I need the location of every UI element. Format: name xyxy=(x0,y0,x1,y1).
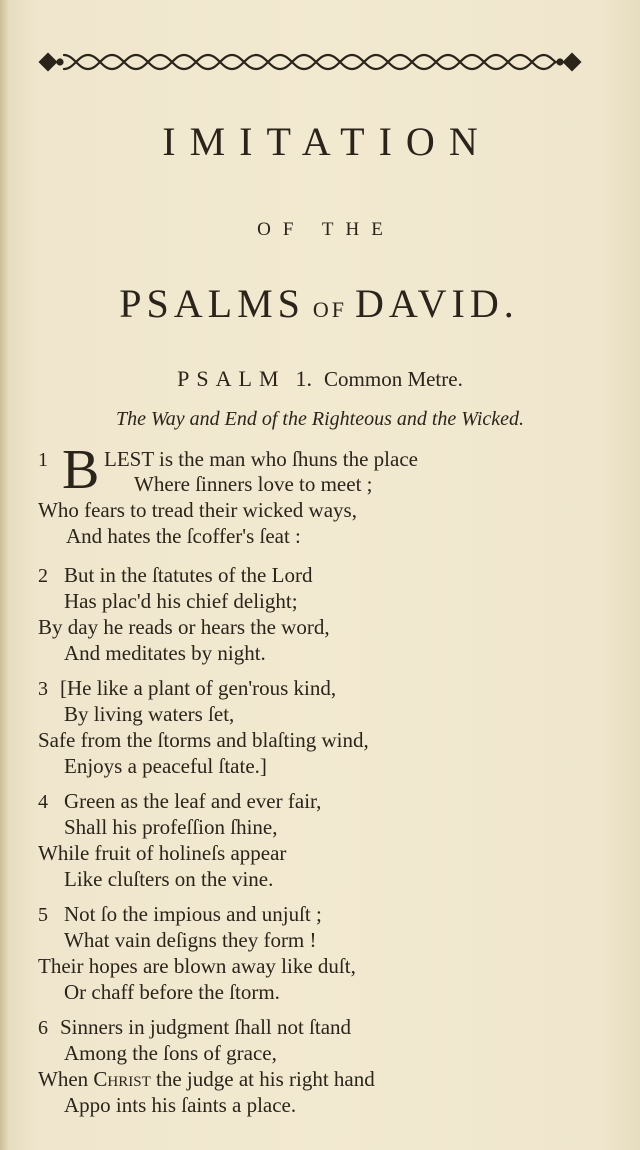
psalm-subtitle: The Way and End of the Righteous and the Wicked. xyxy=(115,408,525,430)
title-of-the: OF THE xyxy=(257,219,395,240)
title-of: OF xyxy=(312,297,348,322)
verse-line-3-4: Enjoys a peaceful ſtate.] xyxy=(64,754,267,778)
psalm-heading xyxy=(0,366,640,392)
verse-line-1-1: LEST is the man who ſhuns the place xyxy=(104,447,418,471)
verse-line-2-3: By day he reads or hears the word, xyxy=(38,615,330,639)
verse-line-4-2: Shall his profeſſion ſhine, xyxy=(64,815,278,839)
stanza-number-6: 6 xyxy=(38,1017,48,1039)
title-psalms-of-david xyxy=(38,280,600,327)
verse-line-6-3-rest: the judge at his right hand xyxy=(156,1067,375,1091)
verse-line-2-1: But in the ſtatutes of the Lord xyxy=(64,563,313,587)
psalm-number: 1. xyxy=(295,366,313,391)
verse-line-6-2: Among the ſons of grace, xyxy=(64,1041,277,1065)
verse-line-3-3: Safe from the ſtorms and blaſting wind, xyxy=(38,728,369,752)
page-edge xyxy=(0,0,8,1150)
stanza-number-4: 4 xyxy=(38,791,48,813)
verse-line-1-4: And hates the ſcoffer's ſeat : xyxy=(66,524,301,548)
verse-line-2-2: Has plac'd his chief delight; xyxy=(64,589,298,613)
title-david: DAVID. xyxy=(355,281,519,326)
verse-line-4-4: Like cluſters on the vine. xyxy=(64,867,274,891)
stanza-number-1: 1 xyxy=(38,449,48,471)
verse-line-4-3: While fruit of holineſs appear xyxy=(38,841,287,865)
verse-line-5-2: What vain deſigns they form ! xyxy=(64,928,317,952)
verse-line-3-1: [He like a plant of gen'rous kind, xyxy=(60,676,337,700)
title-imitation: IMITATION xyxy=(162,119,492,164)
verse-line-3-2: By living waters ſet, xyxy=(64,702,235,726)
drop-cap: B xyxy=(62,439,100,501)
stanza-number-3: 3 xyxy=(38,678,48,700)
title-psalms: PSALMS xyxy=(119,281,305,326)
stanza-number-5: 5 xyxy=(38,904,48,926)
verse-line-1-3: Who fears to tread their wicked ways, xyxy=(38,498,357,522)
verse-line-1-2: Where ſinners love to meet ; xyxy=(134,472,373,496)
verse-line-6-4: Appo ints his ſaints a place. xyxy=(64,1093,297,1117)
verse-line-6-3-christ: Christ xyxy=(93,1067,151,1091)
psalm-label: PSALM xyxy=(177,366,286,391)
stanza-number-2: 2 xyxy=(38,565,48,587)
verse-line-2-4: And meditates by night. xyxy=(64,641,266,665)
verse-line-5-1: Not ſo the impious and unjuſt ; xyxy=(64,902,322,926)
verse-line-5-3: Their hopes are blown away like duſt, xyxy=(38,954,356,978)
verse-line-4-1: Green as the leaf and ever fair, xyxy=(64,789,322,813)
verse-line-5-4: Or chaff before the ſtorm. xyxy=(64,980,280,1004)
psalm-metre: Common Metre. xyxy=(324,367,463,391)
ornamental-border xyxy=(36,46,584,78)
verse-line-6-1: Sinners in judgment ſhall not ſtand xyxy=(60,1015,352,1039)
verse-line-6-3 xyxy=(38,1066,375,1092)
verse-line-6-3-when: When xyxy=(38,1067,89,1091)
